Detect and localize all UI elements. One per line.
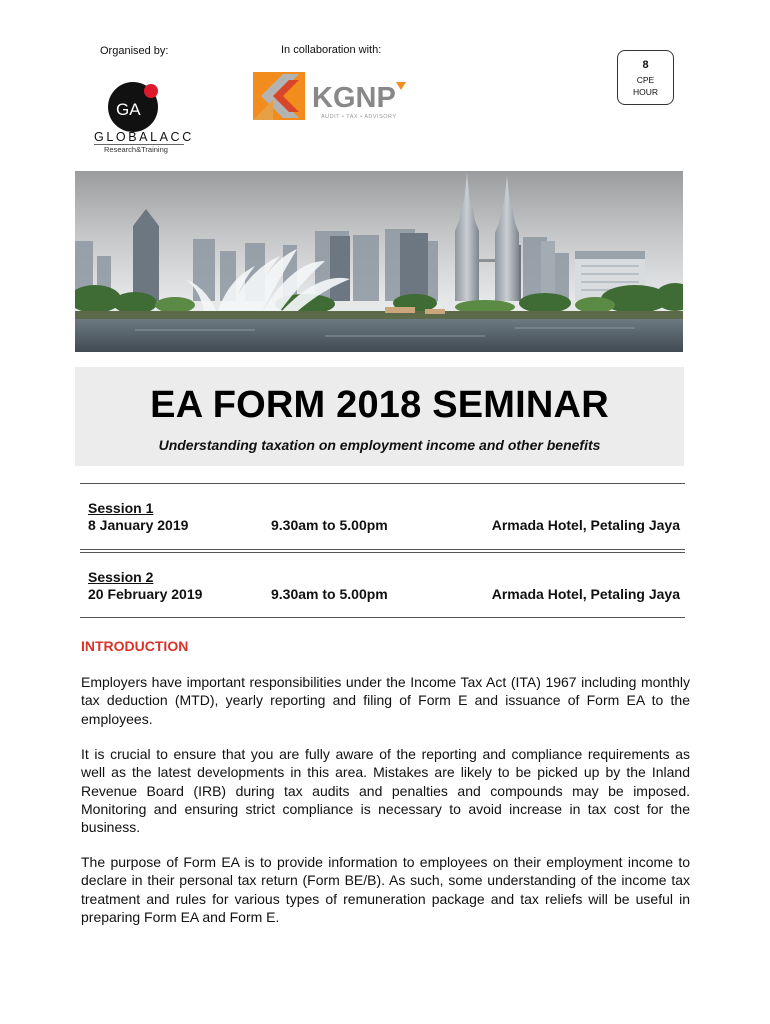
divider: [80, 552, 685, 553]
seminar-title-block: [75, 367, 684, 466]
cpe-label: CPE: [636, 75, 655, 85]
session-row: [88, 569, 680, 609]
ga-logo-red-dot: [144, 84, 158, 98]
introduction-heading: INTRODUCTION: [81, 638, 189, 654]
session-venue: Armada Hotel, Petaling Jaya: [491, 586, 680, 602]
divider: [80, 617, 685, 618]
intro-paragraph: The purpose of Form EA is to provide information to employees on their employment income to declare in their personal tax return (Form BE/B). As such, some understanding of the income tax treatment and rules for various types of remuneration package and tax reliefs will be useful in preparing Form EA and Form E.: [81, 854, 690, 925]
session-row: [88, 500, 680, 540]
hero-image: [75, 171, 683, 352]
divider: [80, 483, 685, 484]
ga-logo-initials: GA: [116, 100, 141, 119]
session-date: 20 February 2019: [88, 586, 203, 602]
session-date: 8 January 2019: [88, 517, 189, 533]
ga-logo-name: GLOBALACC: [94, 130, 194, 144]
kgnp-mark-icon: [253, 72, 305, 120]
kgnp-accent-icon: [396, 82, 406, 92]
kgnp-wordmark: KGNP: [312, 82, 396, 114]
kgnp-logo: [253, 72, 413, 124]
intro-paragraph: Employers have important responsibilities under the Income Tax Act (ITA) 1967 including monthly tax deduction (MTD), yearly reporting and filing of Form E and issuance of Form EA to the employees.: [81, 674, 690, 727]
seminar-title: EA FORM 2018 SEMINAR: [150, 384, 609, 426]
collaboration-label: In collaboration with:: [281, 44, 382, 56]
organised-by-label: Organised by:: [100, 45, 169, 57]
session-title: Session 1: [88, 500, 154, 516]
seminar-subtitle: Understanding taxation on employment income and other benefits: [158, 437, 601, 453]
intro-paragraph: It is crucial to ensure that you are fully aware of the reporting and compliance requirements as well as the latest developments in this area. Mistakes are likely to be picked up by the Inland Revenue Board (IRB) during tax audits and penalties and compounds may be imposed. Monitoring and ensuring strict compliance is necessary to avoid increase in tax cost for the business.: [81, 746, 690, 836]
globalacc-logo: [94, 78, 194, 154]
divider: [80, 549, 685, 550]
cpe-number: 8: [642, 59, 649, 71]
ga-logo-tagline: Research&Training: [104, 145, 168, 154]
session-time: 9.30am to 5.00pm: [271, 586, 388, 602]
kgnp-tagline: AUDIT • TAX • ADVISORY: [321, 114, 397, 120]
session-venue: Armada Hotel, Petaling Jaya: [491, 517, 680, 533]
cpe-unit: HOUR: [632, 87, 659, 97]
city-skyline-illustration: [75, 171, 683, 352]
cpe-badge: [617, 50, 674, 105]
session-time: 9.30am to 5.00pm: [271, 517, 388, 533]
session-title: Session 2: [88, 569, 154, 585]
